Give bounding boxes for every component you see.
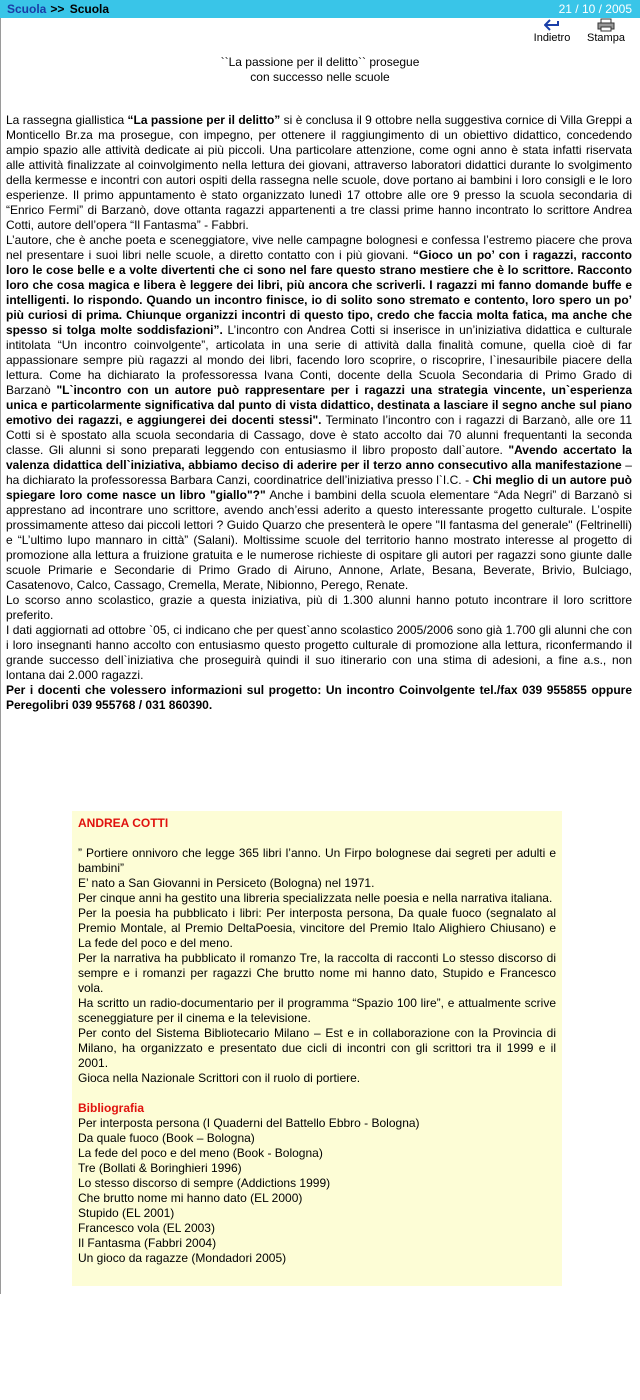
- bibliography-item: Il Fantasma (Fabbri 2004): [78, 1236, 217, 1250]
- quote-canzi: "Avendo accertato la valenza didattica dell`iniziativa, abbiamo deciso di aderire per il terzo anno consecutivo alla manifestazione: [6, 443, 632, 472]
- bibliography-item: La fede del poco e del meno (Book - Bologna): [78, 1146, 323, 1160]
- bio-line: Per la narrativa ha pubblicato il romanzo Tre, la raccolta di racconti Lo stesso discorso di sempre e i romanzi per ragazzi Che brutto nome mi hanno dato, Stupido e Francesco vola.: [78, 951, 556, 995]
- text-run: La rassegna giallistica: [6, 113, 128, 127]
- bio-line: ” Portiere onnivoro che legge 365 libri l’anno. Un Firpo bolognese dai segreti per adulti e bambini”: [78, 846, 556, 875]
- breadcrumb-link-scuola[interactable]: Scuola: [7, 2, 47, 16]
- bibliography-item: Un gioco da ragazze (Mondadori 2005): [78, 1251, 287, 1265]
- breadcrumb-separator: >>: [50, 2, 65, 16]
- quote-conti: "L`incontro con un autore può rappresentare per i ragazzi una strategia vincente, un`esperienza unica e particolarmente significativa dal punto di vista didattico, destinata a lasciare il segno anche sul piano emotivo dei ragazzi, e aggiungerei dei docenti stessi".: [6, 383, 632, 427]
- article-body: [6, 113, 632, 713]
- quote-cotti: “Gioco un po’ con i ragazzi, racconto loro le cose belle e a volte divertenti che ci sono nel fare questo strano mestiere che è lo scrittore. Racconto loro che cosa magica e libera è leggere dei libri, più ancora che scriverli. I ragazzi mi fanno domande buffe e intelligenti. Io rispondo. Quando un incontro finisce, io di solito sono stremato e contento, loro spero un po’ più curiosi di prima. Chiunque organizzi incontri di questo tipo, credo che faccia molta fatica, ma anche che spesso si tolga molte soddisfazioni”.: [6, 248, 633, 337]
- bibliography-heading: Bibliografia: [78, 1101, 145, 1115]
- text-run: – ha dichiarato la professoressa Barbara Canzi, coordinatrice dell’iniziativa presso l`I.C. -: [6, 458, 632, 487]
- article-title: ``La passione per il delitto`` prosegue con successo nelle scuole: [220, 55, 420, 84]
- page-date: 21 / 10 / 2005: [558, 2, 632, 16]
- breadcrumb: [7, 2, 109, 16]
- left-border: [0, 18, 1, 1294]
- contact-text: Per i docenti che volessero informazioni sul progetto: Un incontro Coinvolgente tel./fax 039 955855 oppure Peregolibri 039 955768 / 031 860390.: [6, 683, 632, 712]
- text-run: L’autore, che è anche poeta e sceneggiatore, vive nelle campagne bolognesi e confessa l’estremo piacere che prova nel presentare i suoi libri nelle scuole, a diretto contatto con i più giovani.: [6, 233, 632, 262]
- contact-info: [6, 683, 632, 713]
- bibliography-item: Da quale fuoco (Book – Bologna): [78, 1131, 255, 1145]
- text-run: si è conclusa il 9 ottobre nella suggestiva cornice di Villa Greppi a Monticello Br.za ma prosegue, con impegno, per ottenere il raggiungimento di un obiettivo didattico, concedendo ampio spazio alle attività dedicate ai più piccoli. Una particolare attenzione, come ogni anno è stata infatti riservata alle attività finalizzate al coinvolgimento nella lettura dei giovani, attraverso laboratori didattici durante lo svolgimento della kermesse e incontri con autori ospiti della rassegna nelle scuole, dove portano ai bambini i loro consigli e le loro esperienze. Il primo appuntamento è stato organizzato lunedì 17 ottobre alle ore 9 presso la scuola secondaria di “Enrico Fermi” di Barzanò, dove ottanta ragazzi appartenenti a tre classi prime hanno incontrato lo scrittore Andrea Cotti, autore dell’opera “Il Fantasma” - Fabbri.: [6, 113, 632, 232]
- article-paragraph: [6, 233, 632, 593]
- bio-line: Per cinque anni ha gestito una libreria specializzata nelle poesia e nella narrativa italiana.: [78, 891, 553, 905]
- text-run: Terminato l’incontro con i ragazzi di Barzanò, alle ore 11 Cotti si è spostato alla scuola secondaria di Cassago, dove è stato accolto dai 70 alunni frequentanti la seconda classe. Gli alunni si sono preparati leggendo con entusiasmo il libro proposto dall`autore.: [6, 413, 632, 457]
- bio-line: E’ nato a San Giovanni in Persiceto (Bologna) nel 1971.: [78, 876, 375, 890]
- bio-lines: [78, 846, 556, 1086]
- bibliography-item: Stupido (EL 2001): [78, 1206, 175, 1220]
- bibliography-item: Francesco vola (EL 2003): [78, 1221, 215, 1235]
- article-paragraph: Lo scorso anno scolastico, grazie a questa iniziativa, più di 1.300 alunni hanno potuto incontrare il loro scrittore preferito.: [6, 593, 632, 622]
- printer-icon: [597, 18, 615, 32]
- quote-canzi-2: Chi meglio di un autore può spiegare loro come nasce un libro "giallo"?": [6, 473, 632, 502]
- bibliography-item: Tre (Bollati & Boringhieri 1996): [78, 1161, 242, 1175]
- back-button[interactable]: [530, 18, 574, 44]
- bio-line: Ha scritto un radio-documentario per il programma “Spazio 100 lire”, e attualmente scrive sceneggiature per il cinema e la televisione.: [78, 996, 556, 1025]
- print-button[interactable]: [583, 18, 629, 44]
- article-paragraph: I dati aggiornati ad ottobre `05, ci indicano che per quest`anno scolastico 2005/2006 sono già 1.700 gli alunni che con i loro insegnanti hanno accolto con entusiasmo questo progetto culturale di promozione alla lettura, riconfermando il grande successo dell`iniziativa che proseguirà quindi il suo itinerario con una stima di adesioni, a fine a.s., non lontana dai 2.000 ragazzi.: [6, 623, 632, 682]
- left-arrow-icon: [544, 18, 560, 32]
- bibliography-item: Lo stesso discorso di sempre (Addictions 1999): [78, 1176, 331, 1190]
- text-run: L’incontro con Andrea Cotti si inserisce in un’iniziativa didattica e culturale intitolata “Un incontro coinvolgente”, articolata in una serie di attività dalla finalità comune, quella cioè di far appassionare sempre più ragazzi al mondo dei libri, facendo loro scoprire, o riscoprire, l`inesauribile piacere della lettura. Come ha dichiarato la professoressa Ivana Conti, docente della Scuola Secondaria di Primo Grado di Barzanò: [6, 323, 633, 397]
- bio-line: Per la poesia ha pubblicato i libri: Per interposta persona, Da quale fuoco (segnalato al Premio Montale, al Premio DeltaPoesia, vincitore del Premio Italo Alighiero Chiusano) e La fede del poco e del meno.: [78, 906, 556, 950]
- author-bio-box: [72, 811, 562, 1286]
- print-label: Stampa: [587, 32, 625, 44]
- breadcrumb-current: Scuola: [69, 2, 110, 16]
- author-name: ANDREA COTTI: [78, 816, 169, 830]
- bibliography-item: Per interposta persona (I Quaderni del Battello Ebbro - Bologna): [78, 1116, 420, 1130]
- bibliography-item: Che brutto nome mi hanno dato (EL 2000): [78, 1191, 303, 1205]
- spacer: [78, 831, 556, 846]
- text-run-bold: “La passione per il delitto”: [127, 113, 281, 127]
- spacer: [78, 1086, 556, 1101]
- article-paragraph: [6, 113, 632, 233]
- bio-line: Per conto del Sistema Bibliotecario Milano – Est e in collaborazione con la Provincia di Milano, ha organizzato e presentato due cicli di incontri con gli scrittori tra il 1999 e il 2001.: [78, 1026, 556, 1070]
- header-bar: [0, 0, 640, 18]
- bibliography-list: [78, 1116, 556, 1266]
- bio-line: Gioca nella Nazionale Scrittori con il ruolo di portiere.: [78, 1071, 361, 1085]
- back-label: Indietro: [533, 32, 571, 44]
- text-run: Anche i bambini della scuola elementare “Ada Negri” di Barzanò si apprestano ad incontrare uno scrittore, avendo anch’essi aderito a questo interessante progetto culturale. L’ospite prossimamente atteso dai piccoli lettori ? Guido Quarzo che presenterà le opere "Il fantasma del generale" (Feltrinelli) e “L’ultimo lupo mannaro in città” (Salani). Moltissime scuole del territorio hanno mostrato interesse al progetto di promozione alla lettura a fruizione gratuita e le numerose richieste di ospitare gli autori per ragazzi sono giunte dalle scuole Primarie e Secondarie di Primo Grado di Airuno, Annone, Arlate, Besana, Beverate, Brivio, Bulciago, Casatenovo, Calco, Cassago, Cremella, Merate, Nibionno, Perego, Renate.: [6, 488, 632, 592]
